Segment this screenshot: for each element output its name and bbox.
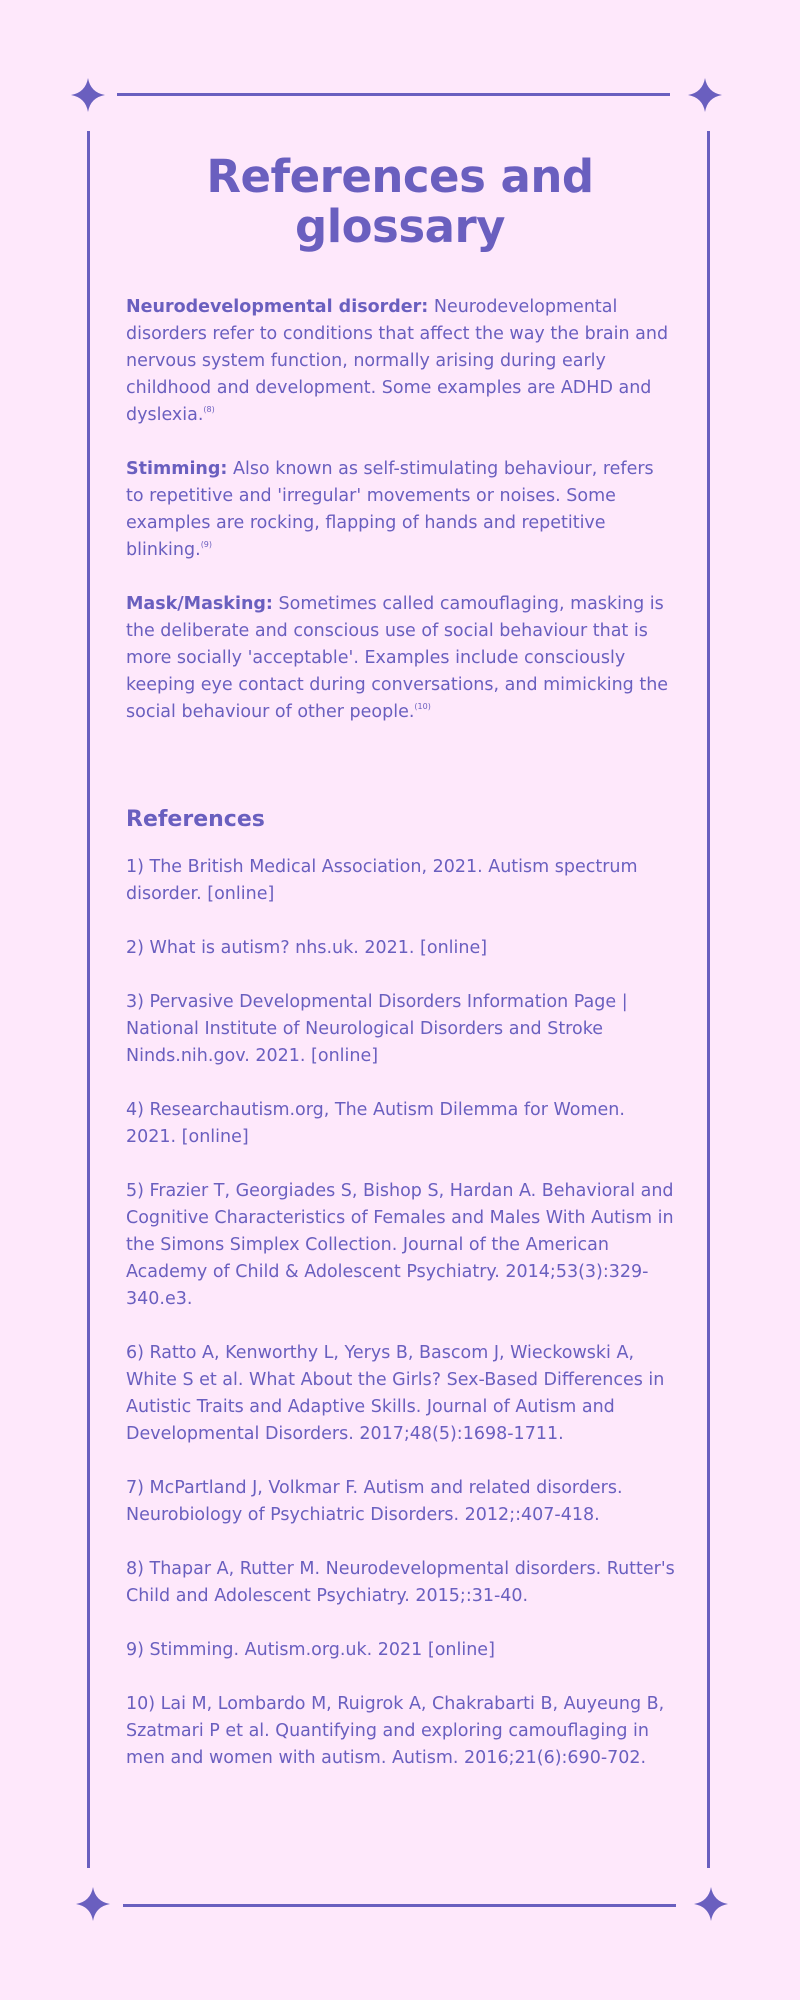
glossary-definition: Also known as self-stimulating behaviour, refers to repetitive and 'irregular' movements or noises. Some examples are rocking, flapping of hands and repetitive blinking. bbox=[126, 459, 654, 560]
glossary-entry bbox=[126, 294, 676, 429]
reference-item: 4) Researchautism.org, The Autism Dilemma for Women. 2021. [online] bbox=[126, 1100, 625, 1147]
glossary-entry bbox=[126, 591, 676, 726]
reference-item: 1) The British Medical Association, 2021. Autism spectrum disorder. [online] bbox=[126, 857, 638, 904]
citation-marker: (8) bbox=[203, 405, 215, 414]
glossary-definition: Neurodevelopmental disorders refer to conditions that affect the way the brain and nervous system function, normally arising during early childhood and development. Some examples are ADHD and dyslexia. bbox=[126, 297, 669, 425]
reference-item: 3) Pervasive Developmental Disorders Information Page | National Institute of Neurological Disorders and Stroke Ninds.nih.gov. 2021. [online] bbox=[126, 992, 628, 1066]
page-title: References and glossary bbox=[206, 150, 594, 253]
references-list bbox=[126, 854, 676, 1799]
glossary-definition: Sometimes called camouflaging, masking is the deliberate and conscious use of social behaviour that is more socially 'acceptable'. Examples include consciously keeping eye contact during conversations, and mimicking the social behaviour of other people. bbox=[126, 594, 669, 722]
reference-item: 8) Thapar A, Rutter M. Neurodevelopmental disorders. Rutter's Child and Adolescent Psychiatry. 2015;:31-40. bbox=[126, 1559, 675, 1606]
reference-item: 7) McPartland J, Volkmar F. Autism and related disorders. Neurobiology of Psychiatric Disorders. 2012;:407-418. bbox=[126, 1478, 623, 1525]
reference-item: 5) Frazier T, Georgiades S, Bishop S, Hardan A. Behavioral and Cognitive Characteristics of Females and Males With Autism in the Simons Simplex Collection. Journal of the American Academy of Child & Adolescent Psychiatry. 2014;53(3):329-340.e3. bbox=[126, 1181, 674, 1309]
citation-marker: (10) bbox=[414, 702, 431, 711]
reference-item: 2) What is autism? nhs.uk. 2021. [online] bbox=[126, 938, 488, 958]
reference-item: 6) Ratto A, Kenworthy L, Yerys B, Bascom J, Wieckowski A, White S et al. What About the Girls? Sex-Based Differences in Autistic Traits and Adaptive Skills. Journal of Autism and Developmental Disorders. 2017;48(5):1698-1711. bbox=[126, 1343, 665, 1444]
reference-item: 10) Lai M, Lombardo M, Ruigrok A, Chakrabarti B, Auyeung B, Szatmari P et al. Quantifying and exploring camouflaging in men and women with autism. Autism. 2016;21(6):690-702. bbox=[126, 1694, 665, 1768]
glossary-entry bbox=[126, 456, 676, 564]
reference-item: 9) Stimming. Autism.org.uk. 2021 [online] bbox=[126, 1640, 495, 1660]
star-icon bbox=[688, 78, 722, 112]
frame-right-line bbox=[707, 131, 710, 1868]
star-icon bbox=[71, 78, 105, 112]
glossary-term: Stimming: bbox=[126, 459, 228, 479]
frame-top-line bbox=[117, 93, 670, 96]
glossary-term: Mask/Masking: bbox=[126, 594, 273, 614]
glossary-section bbox=[126, 294, 676, 753]
citation-marker: (9) bbox=[200, 540, 213, 549]
frame-left-line bbox=[87, 131, 90, 1868]
references-heading: References bbox=[126, 807, 265, 832]
star-icon bbox=[76, 1887, 110, 1921]
frame-bottom-line bbox=[123, 1904, 676, 1907]
glossary-term: Neurodevelopmental disorder: bbox=[126, 297, 429, 317]
star-icon bbox=[694, 1887, 728, 1921]
